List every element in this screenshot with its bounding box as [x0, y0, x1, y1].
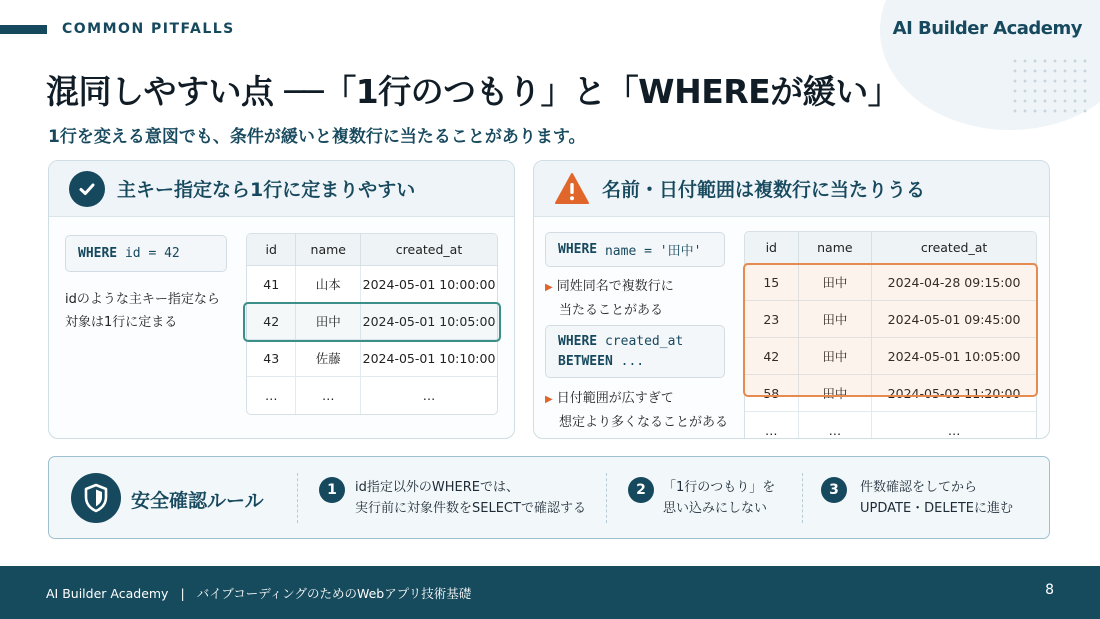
rule-item-1: [355, 477, 586, 519]
table-cell: 58: [745, 375, 799, 412]
page-number: 8: [1045, 582, 1054, 598]
table-cell: 42: [247, 303, 296, 340]
footer-bar: [0, 566, 1100, 619]
primary-key-note: [65, 288, 220, 334]
table-row: [247, 340, 497, 377]
table-cell: …: [947, 423, 961, 438]
rule-number-badge: 1: [319, 477, 345, 503]
column-header: name: [799, 232, 873, 264]
check-circle-icon: [69, 171, 105, 207]
note-line: 日付範囲が広すぎて: [556, 391, 674, 406]
range-query-panel: [533, 160, 1050, 439]
sql-condition: created_at: [604, 334, 684, 349]
table-cell: 43: [247, 340, 296, 377]
sql-keyword: WHERE: [558, 334, 598, 349]
table-cell: 田中: [799, 301, 873, 338]
sql-condition: id = 42: [124, 246, 180, 261]
column-header: id: [745, 232, 799, 264]
panel-title: 名前・日付範囲は複数行に当たりうる: [602, 179, 926, 201]
rule-line: 実行前に対象件数をSELECTで確認する: [355, 501, 586, 516]
table-cell: 田中: [799, 264, 873, 301]
header-accent-bar: [0, 25, 47, 34]
footer-course-info: [46, 584, 471, 602]
rule-line: UPDATE・DELETEに進む: [860, 501, 1014, 516]
sql-where-between-code: [545, 325, 725, 378]
panel-header: [49, 161, 514, 217]
table-cell: 田中: [799, 375, 873, 412]
table-row: [247, 266, 497, 303]
rule-number-badge: 2: [628, 477, 654, 503]
section-kicker: COMMON PITFALLS: [62, 21, 235, 37]
brand-logo-text: AI Builder Academy: [892, 18, 1082, 39]
footer-brand: AI Builder Academy: [46, 586, 169, 601]
rule-item-3: [860, 477, 1013, 519]
table-header-row: [745, 232, 1036, 264]
sql-where-name-code: [545, 232, 725, 267]
rule-line: 「1行のつもり」を: [663, 480, 776, 495]
note-line: 想定より多くなることがある: [559, 415, 729, 430]
rule-line: 思い込みにしない: [663, 501, 768, 516]
sql-keyword: WHERE: [78, 246, 118, 261]
table-cell: …: [422, 388, 436, 403]
rule-line: id指定以外のWHEREでは、: [355, 480, 519, 495]
sql-where-id-code: [65, 235, 227, 272]
table-cell: 41: [247, 266, 296, 303]
note-line: idのような主キー指定なら: [65, 292, 220, 307]
left-result-table: [246, 233, 498, 415]
note-line: 同姓同名で複数行に: [556, 279, 674, 294]
table-cell: 2024-05-01 10:10:00: [361, 340, 497, 377]
rules-title: 安全確認ルール: [131, 490, 264, 512]
table-cell: 23: [745, 301, 799, 338]
sql-keyword: WHERE: [558, 242, 598, 257]
note-line: 対象は1行に定まる: [65, 315, 178, 330]
primary-key-panel: [48, 160, 515, 439]
divider: [606, 473, 607, 523]
table-row: [745, 264, 1036, 301]
warning-triangle-icon: [554, 172, 590, 206]
table-header-row: [247, 234, 497, 266]
table-cell: 2024-05-01 10:05:00: [872, 338, 1036, 375]
page-subtitle: 1行を変える意図でも、条件が緩いと複数行に当たることがあります。: [48, 127, 586, 147]
safety-rules-box: [48, 456, 1050, 539]
column-header: created_at: [872, 232, 1036, 264]
date-range-note: [545, 387, 728, 434]
table-cell: 佐藤: [296, 340, 361, 377]
bullet-triangle-icon: ▶: [545, 282, 553, 293]
table-cell: 2024-04-28 09:15:00: [872, 264, 1036, 301]
column-header: name: [296, 234, 361, 266]
rule-line: 件数確認をしてから: [860, 480, 978, 495]
column-header: id: [247, 234, 296, 266]
shield-icon: [71, 473, 121, 523]
table-cell: 田中: [296, 303, 361, 340]
table-cell: 田中: [799, 338, 873, 375]
same-name-note: [545, 275, 674, 322]
footer-separator: |: [180, 586, 185, 601]
bullet-triangle-icon: ▶: [545, 394, 553, 405]
sql-condition: ...: [620, 354, 645, 369]
table-row: [745, 338, 1036, 375]
table-cell: …: [296, 377, 361, 414]
right-result-table: [744, 231, 1037, 439]
panel-title: 主キー指定なら1行に定まりやすい: [117, 179, 416, 201]
table-cell: …: [247, 377, 296, 414]
table-row: [247, 377, 497, 414]
table-row: [745, 412, 1036, 439]
dot-pattern-decoration: [1010, 56, 1088, 116]
table-row: [745, 375, 1036, 412]
table-cell: …: [745, 412, 799, 439]
footer-course-title: バイブコーディングのためのWebアプリ技術基礎: [196, 586, 472, 601]
table-cell: 15: [745, 264, 799, 301]
table-cell: 2024-05-01 10:00:00: [361, 266, 497, 303]
table-cell: …: [799, 412, 873, 439]
table-cell: 山本: [296, 266, 361, 303]
column-header: created_at: [361, 234, 497, 266]
rule-number-badge: 3: [821, 477, 847, 503]
table-row: [745, 301, 1036, 338]
note-line: 当たることがある: [559, 303, 664, 318]
table-cell: 2024-05-02 11:20:00: [872, 375, 1036, 412]
table-cell: 2024-05-01 10:05:00: [361, 303, 497, 340]
panel-header: [534, 161, 1049, 217]
page-title: 混同しやすい点 ──「1行のつもり」と「WHEREが緩い」: [46, 72, 901, 111]
table-row: [247, 303, 497, 340]
divider: [802, 473, 803, 523]
sql-keyword: BETWEEN: [558, 354, 613, 369]
table-cell: 2024-05-01 09:45:00: [872, 301, 1036, 338]
table-cell: 42: [745, 338, 799, 375]
sql-condition: name = '田中': [604, 244, 702, 259]
divider: [297, 473, 298, 523]
rule-item-2: [663, 477, 775, 519]
